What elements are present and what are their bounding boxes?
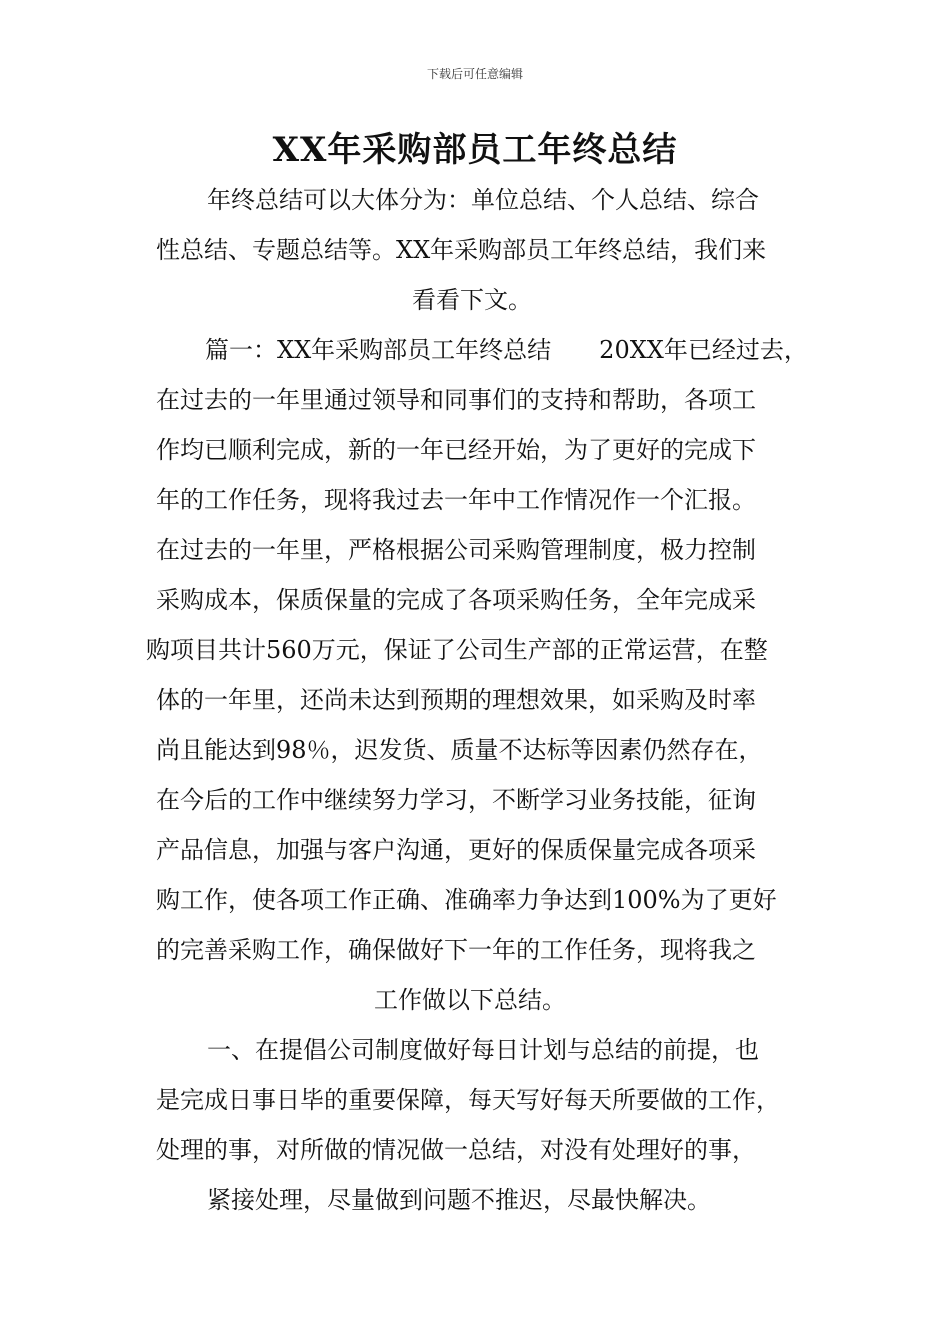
body-line: 看看下文。 [412,286,532,314]
body-line: 作均已顺利完成，新的一年已经开始，为了更好的完成下 [156,436,756,464]
body-line: 尚且能达到98％，迟发货、质量不达标等因素仍然存在， [156,736,763,764]
body-line: 在过去的一年里，严格根据公司采购管理制度，极力控制 [156,536,756,564]
body-line: 在过去的一年里通过领导和同事们的支持和帮助，各项工 [156,386,756,414]
body-line: 购项目共计560万元，保证了公司生产部的正常运营，在整 [146,636,768,664]
body-line: 篇一：XX年采购部员工年终总结 20XX年已经过去， [205,336,808,364]
body-line: 年的工作任务，现将我过去一年中工作情况作一个汇报。 [156,486,756,514]
body-line: 购工作，使各项工作正确、准确率力争达到100%为了更好 [156,886,777,914]
document-title: XX年采购部员工年终总结 [272,130,678,170]
body-line: 紧接处理，尽量做到问题不推迟，尽最快解决。 [207,1186,711,1214]
body-line: 在今后的工作中继续努力学习，不断学习业务技能，征询 [156,786,756,814]
body-line: 的完善采购工作，确保做好下一年的工作任务，现将我之 [156,936,756,964]
body-line: 采购成本，保质保量的完成了各项采购任务，全年完成采 [156,586,756,614]
body-line: 性总结、专题总结等。XX年采购部员工年终总结，我们来 [156,236,767,264]
body-line: 产品信息，加强与客户沟通，更好的保质保量完成各项采 [156,836,756,864]
page-header-note: 下载后可任意编辑 [426,67,523,81]
body-line: 一、在提倡公司制度做好每日计划与总结的前提，也 [207,1036,759,1064]
body-line: 工作做以下总结。 [374,986,566,1014]
body-line: 是完成日事日毕的重要保障，每天写好每天所要做的工作， [156,1086,780,1114]
body-line: 体的一年里，还尚未达到预期的理想效果，如采购及时率 [156,686,756,714]
body-line: 处理的事，对所做的情况做一总结，对没有处理好的事， [156,1136,756,1164]
body-line: 年终总结可以大体分为：单位总结、个人总结、综合 [207,186,759,214]
